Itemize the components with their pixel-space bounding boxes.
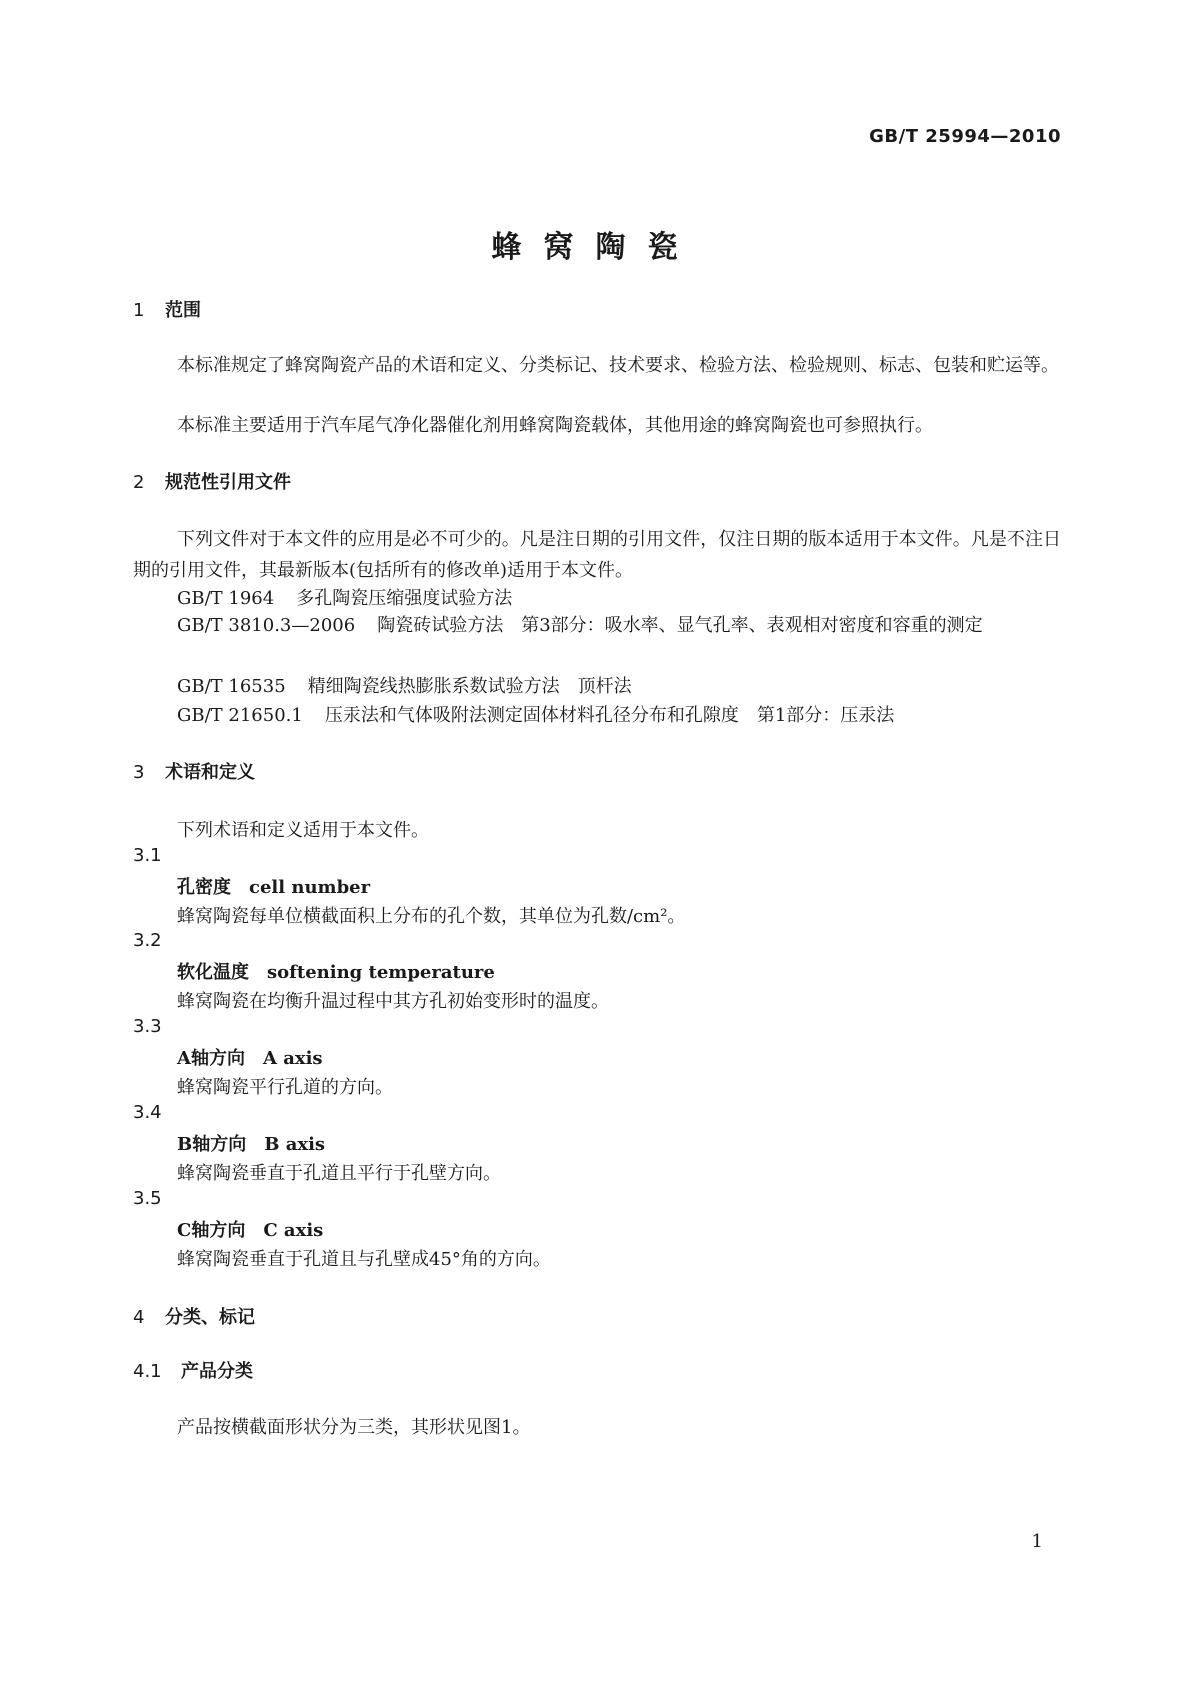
term-heading <box>133 1216 323 1242</box>
reference-title: 多孔陶瓷压缩强度试验方法 <box>296 588 513 609</box>
subsection-4-1-heading <box>133 1357 253 1383</box>
section-number: 2 <box>133 472 145 493</box>
term-heading <box>133 873 370 899</box>
subsection-number: 4.1 <box>133 1361 162 1382</box>
term-definition: 蜂窝陶瓷在均衡升温过程中其方孔初始变形时的温度。 <box>177 991 609 1012</box>
term-zh: A轴方向 <box>177 1048 245 1069</box>
reference-item <box>133 584 512 610</box>
section-number: 3 <box>133 762 145 783</box>
term-heading <box>133 958 495 984</box>
term-en: C axis <box>263 1220 324 1241</box>
term-definition: 蜂窝陶瓷平行孔道的方向。 <box>177 1077 393 1098</box>
term-en: B axis <box>264 1134 326 1155</box>
section-3-heading <box>133 758 255 784</box>
reference-code: GB/T 16535 <box>177 676 286 697</box>
reference-code: GB/T 21650.1 <box>177 705 303 726</box>
document-title: 蜂窝陶瓷 <box>491 230 700 265</box>
reference-item <box>133 701 894 727</box>
term-en: cell number <box>249 877 371 898</box>
page-number: 1 <box>1031 1531 1043 1552</box>
section-title: 范围 <box>165 300 201 321</box>
terms-intro: 下列术语和定义适用于本文件。 <box>177 820 429 841</box>
reference-title: 压汞法和气体吸附法测定固体材料孔径分布和孔隙度 第1部分：压汞法 <box>324 705 895 726</box>
reference-item <box>133 610 1061 641</box>
scope-paragraph-2: 本标准主要适用于汽车尾气净化器催化剂用蜂窝陶瓷载体，其他用途的蜂窝陶瓷也可参照执行。 <box>177 415 933 436</box>
term-number: 3.2 <box>133 930 162 951</box>
references-intro: 下列文件对于本文件的应用是必不可少的。凡是注日期的引用文件，仅注日期的版本适用于本文件。凡是不注日期的引用文件，其最新版本(包括所有的修改单)适用于本文件。 <box>133 529 1061 581</box>
subsection-title: 产品分类 <box>181 1361 253 1382</box>
term-zh: 孔密度 <box>177 877 231 898</box>
section-1-heading <box>133 296 201 322</box>
term-number: 3.1 <box>133 845 162 866</box>
scope-paragraph-1: 本标准规定了蜂窝陶瓷产品的术语和定义、分类标记、技术要求、检验方法、检验规则、标志、包装和贮运等。 <box>177 355 1059 376</box>
section-title: 术语和定义 <box>165 762 255 783</box>
term-definition: 蜂窝陶瓷垂直于孔道且与孔壁成45°角的方向。 <box>177 1249 551 1270</box>
section-title: 规范性引用文件 <box>165 472 291 493</box>
section-number: 4 <box>133 1307 145 1328</box>
term-en: A axis <box>262 1048 323 1069</box>
term-zh: 软化温度 <box>177 962 249 983</box>
term-definition: 蜂窝陶瓷垂直于孔道且平行于孔壁方向。 <box>177 1163 501 1184</box>
reference-code: GB/T 1964 <box>177 588 275 609</box>
section-title: 分类、标记 <box>165 1307 255 1328</box>
term-en: softening temperature <box>267 962 495 983</box>
reference-code: GB/T 3810.3—2006 <box>177 615 356 636</box>
term-number: 3.5 <box>133 1188 162 1209</box>
reference-item <box>133 672 632 698</box>
term-number: 3.3 <box>133 1016 162 1037</box>
standard-number: GB/T 25994—2010 <box>869 126 1061 147</box>
term-number: 3.4 <box>133 1102 162 1123</box>
reference-title: 精细陶瓷线热膨胀系数试验方法 顶杆法 <box>307 676 632 697</box>
term-heading <box>133 1130 325 1156</box>
term-zh: B轴方向 <box>177 1134 247 1155</box>
term-zh: C轴方向 <box>177 1220 246 1241</box>
section-number: 1 <box>133 300 145 321</box>
section-4-heading <box>133 1303 255 1329</box>
term-definition: 蜂窝陶瓷每单位横截面积上分布的孔个数，其单位为孔数/cm²。 <box>177 906 686 927</box>
section-2-heading <box>133 468 291 494</box>
classification-text: 产品按横截面形状分为三类，其形状见图1。 <box>177 1417 531 1438</box>
reference-title: 陶瓷砖试验方法 第3部分：吸水率、显气孔率、表观相对密度和容重的测定 <box>377 615 983 636</box>
term-heading <box>133 1044 323 1070</box>
